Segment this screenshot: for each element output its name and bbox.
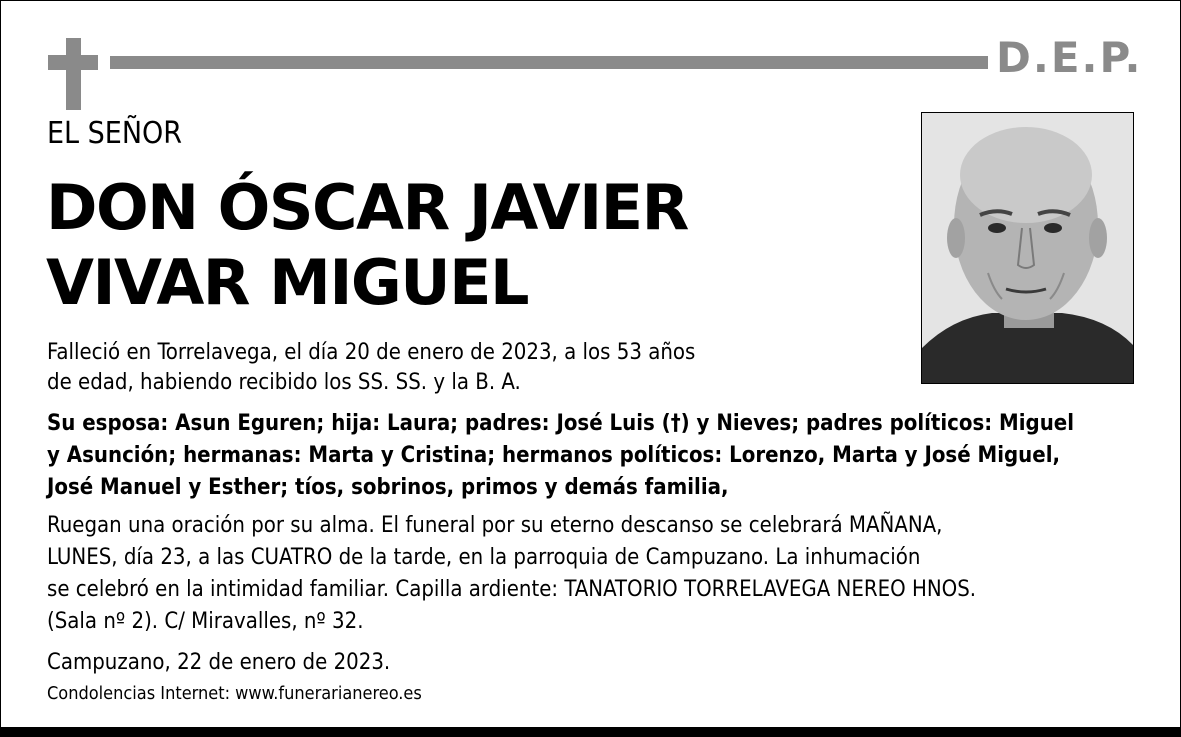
death-details-line-2: de edad, habiendo recibido los SS. SS. y la B. A.: [47, 370, 521, 395]
death-details-line-1: Falleció en Torrelavega, el día 20 de enero de 2023, a los 53 años: [47, 340, 696, 365]
family-line-3: José Manuel y Esther; tíos, sobrinos, primos y demás familia,: [47, 475, 729, 500]
deceased-name-line-2: VIVAR MIGUEL: [46, 246, 528, 319]
honorific: EL SEÑOR: [47, 116, 183, 151]
place-date: Campuzano, 22 de enero de 2023.: [47, 650, 391, 675]
condolences-line: Condolencias Internet: www.funerarianereo.es: [47, 683, 422, 704]
portrait-photo: [922, 113, 1133, 383]
service-line-2: LUNES, día 23, a las CUATRO de la tarde, en la parroquia de Campuzano. La inhumación: [47, 545, 921, 570]
header-rule: [110, 56, 988, 69]
dep-label: D.E.P.: [996, 33, 1143, 82]
cross-icon: [48, 38, 98, 110]
deceased-portrait: [921, 112, 1134, 384]
family-line-2: y Asunción; hermanas: Marta y Cristina; hermanos políticos: Lorenzo, Marta y José Miguel,: [47, 443, 1060, 468]
service-line-4: (Sala nº 2). C/ Miravalles, nº 32.: [47, 609, 364, 634]
deceased-name-line-1: DON ÓSCAR JAVIER: [46, 171, 688, 244]
service-line-1: Ruegan una oración por su alma. El funeral por su eterno descanso se celebrará MAÑANA,: [47, 513, 943, 538]
service-line-3: se celebró en la intimidad familiar. Capilla ardiente: TANATORIO TORRELAVEGA NEREO HNOS.: [47, 577, 977, 602]
family-line-1: Su esposa: Asun Eguren; hija: Laura; padres: José Luis (†) y Nieves; padres políticos: Miguel: [47, 411, 1074, 436]
bottom-rule: [0, 727, 1181, 737]
